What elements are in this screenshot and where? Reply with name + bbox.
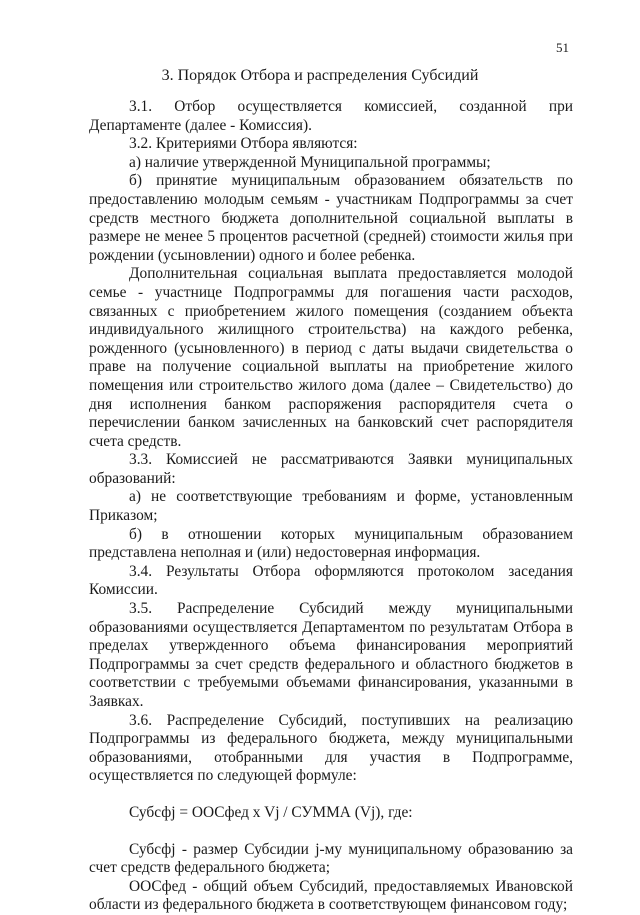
- definition-oosfed: ООСфед - общий объем Субсидий, предоставляемых Ивановской области из федерального бюджета в соответствующем финансовом году;: [89, 877, 573, 914]
- page-number: 51: [556, 40, 569, 55]
- distribution-formula: Субсфj = ООСфед x Vj / СУММА (Vj), где:: [129, 803, 413, 821]
- paragraph-3-1: 3.1. Отбор осуществляется комиссией, созданной при Департаменте (далее - Комиссия).: [89, 98, 573, 134]
- paragraph-3-6: 3.6. Распределение Субсидий, поступивших на реализацию Подпрограммы из федерального бюджета, между муниципальными образованиями, отобранными для участия в Подпрограмме, осуществляется по следующей формуле:: [89, 711, 573, 785]
- rejection-a: а) не соответствующие требованиям и форме, установленным Приказом;: [89, 488, 573, 525]
- paragraph-3-2: 3.2. Критериями Отбора являются:: [129, 135, 358, 153]
- rejection-b: б) в отношении которых муниципальным образованием представлена неполная и (или) недостоверная информация.: [89, 525, 573, 562]
- document-body: [89, 98, 573, 915]
- section-title: 3. Порядок Отбора и распределения Субсидий: [161, 67, 479, 84]
- paragraph-3-3: 3.3. Комиссией не рассматриваются Заявки муниципальных образований:: [89, 451, 573, 487]
- criterion-b: б) принятие муниципальным образованием обязательств по предоставлению молодым семьям - участникам Подпрограммы за счет средств местного бюджета дополнительной социальной выплаты в размере не менее 5 процентов расчетной (средней) стоимости жилья при рождении (усыновлении) одного и более ребенка.: [89, 172, 573, 264]
- criterion-a: а) наличие утвержденной Муниципальной программы;: [129, 153, 491, 171]
- paragraph-3-4: 3.4. Результаты Отбора оформляются протоколом заседания Комиссии.: [89, 562, 573, 599]
- additional-payment-paragraph: Дополнительная социальная выплата предоставляется молодой семье - участнице Подпрограммы для погашения части расходов, связанных с приобретением жилого помещения (созданием объекта индивидуального жилищного строительства) на каждого ребенка, рожденного (усыновленного) в период с даты выдачи свидетельства о праве на получение социальной выплаты на приобретение жилого помещения или строительство жилого дома (далее – Свидетельство) до дня исполнения банком распоряжения распорядителя счета о перечислении банком зачисленных на банковский счет распорядителя счета средств.: [89, 265, 573, 450]
- definition-subsfj: Субсфj - размер Субсидии j-му муниципальному образованию за счет средств федерального бюджета;: [89, 840, 573, 877]
- paragraph-3-5: 3.5. Распределение Субсидий между муниципальными образованиями осуществляется Департаментом по результатам Отбора в пределах утвержденного объема финансирования мероприятий Подпрограммы за счет средств федерального и областного бюджетов в соответствии с требуемыми объемами финансирования, указанными в Заявках.: [89, 600, 573, 710]
